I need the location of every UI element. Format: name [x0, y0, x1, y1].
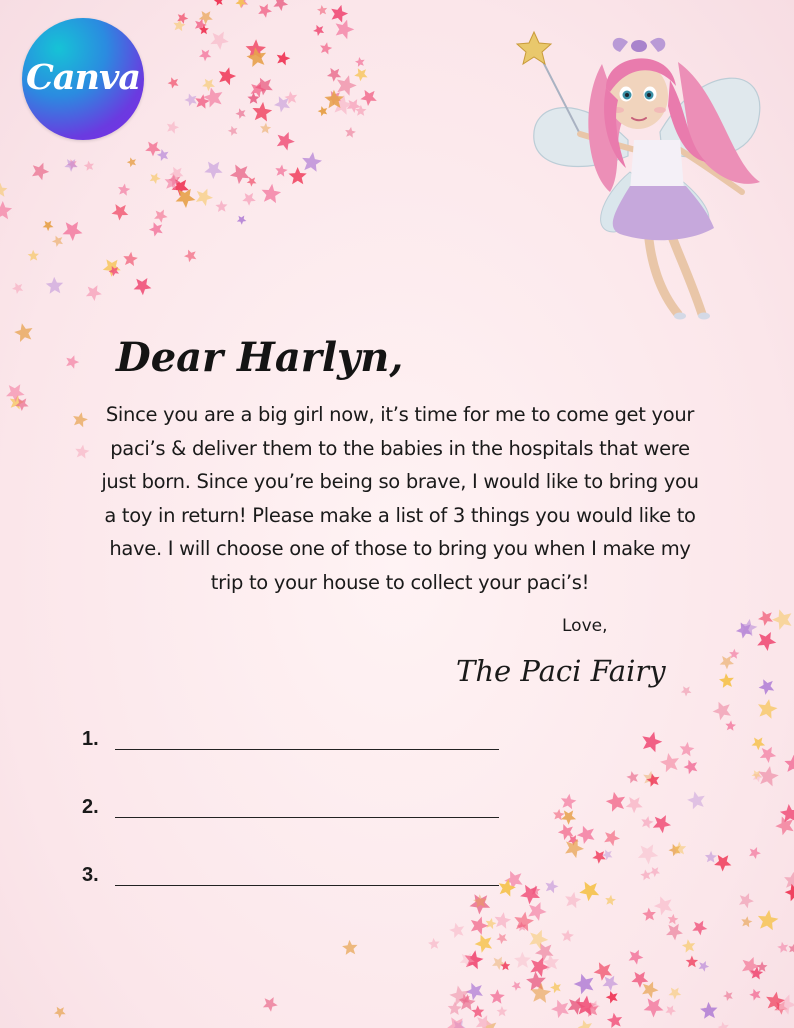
- letter-signature: The Paci Fairy: [456, 654, 666, 688]
- letter-body-line: a toy in return! Please make a list of 3 things you would like to: [104, 503, 696, 527]
- star-confetti-icon: [46, 277, 63, 294]
- canva-logo-text: Canva: [26, 56, 140, 98]
- star-confetti-icon: [739, 893, 754, 908]
- star-confetti-icon: [720, 656, 734, 670]
- wishlist-number: 2.: [82, 796, 99, 818]
- star-confetti-icon: [337, 75, 357, 96]
- star-confetti-icon: [682, 939, 695, 952]
- star-confetti-icon: [514, 952, 531, 968]
- star-confetti-icon: [757, 961, 768, 971]
- star-confetti-icon: [650, 867, 660, 877]
- star-confetti-icon: [150, 173, 161, 184]
- star-confetti-icon: [127, 157, 136, 167]
- star-confetti-icon: [317, 5, 327, 15]
- star-confetti-icon: [692, 921, 707, 936]
- star-confetti-icon: [577, 826, 595, 844]
- star-confetti-icon: [551, 1000, 569, 1018]
- star-confetti-icon: [592, 850, 606, 863]
- star-confetti-icon: [235, 108, 245, 119]
- star-confetti-icon: [260, 123, 271, 134]
- star-confetti-icon: [302, 152, 322, 172]
- star-confetti-icon: [199, 50, 211, 62]
- star-confetti-icon: [760, 747, 776, 763]
- star-confetti-icon: [660, 753, 679, 772]
- star-confetti-icon: [718, 1022, 729, 1028]
- star-confetti-icon: [668, 914, 679, 925]
- star-confetti-icon: [247, 47, 267, 67]
- star-confetti-icon: [681, 686, 692, 696]
- fairy-illustration: [510, 22, 770, 322]
- star-confetti-icon: [342, 940, 357, 955]
- star-confetti-icon: [258, 4, 272, 18]
- star-confetti-icon: [475, 935, 493, 953]
- star-confetti-icon: [0, 183, 7, 197]
- star-confetti-icon: [606, 991, 618, 1004]
- star-confetti-icon: [184, 250, 196, 263]
- star-confetti-icon: [680, 742, 695, 757]
- star-confetti-icon: [247, 177, 257, 187]
- wishlist-blank-line[interactable]: [115, 749, 499, 750]
- star-confetti-icon: [666, 924, 683, 941]
- star-confetti-icon: [123, 252, 138, 266]
- star-confetti-icon: [43, 221, 54, 231]
- letter-closing: Love,: [562, 616, 608, 636]
- canva-logo-icon[interactable]: [22, 18, 144, 140]
- star-confetti-icon: [6, 384, 25, 402]
- star-confetti-icon: [626, 797, 643, 813]
- star-confetti-icon: [66, 355, 79, 369]
- star-confetti-icon: [275, 165, 287, 177]
- star-confetti-icon: [666, 1005, 677, 1016]
- star-confetti-icon: [784, 755, 794, 773]
- star-confetti-icon: [713, 702, 731, 721]
- star-confetti-icon: [759, 679, 775, 695]
- star-confetti-icon: [777, 942, 788, 953]
- star-confetti-icon: [277, 52, 291, 66]
- star-confetti-icon: [687, 791, 705, 809]
- wishlist-blank-line[interactable]: [115, 885, 499, 886]
- star-confetti-icon: [757, 632, 776, 651]
- star-confetti-icon: [54, 1007, 66, 1018]
- star-confetti-icon: [642, 908, 656, 921]
- star-confetti-icon: [63, 222, 83, 241]
- star-confetti-icon: [641, 816, 653, 828]
- star-confetti-icon: [28, 250, 39, 261]
- star-confetti-icon: [699, 961, 710, 972]
- star-confetti-icon: [644, 998, 664, 1017]
- star-confetti-icon: [490, 989, 505, 1004]
- star-confetti-icon: [686, 956, 698, 968]
- star-confetti-icon: [215, 200, 227, 212]
- star-confetti-icon: [714, 855, 731, 872]
- star-confetti-icon: [719, 673, 734, 688]
- star-confetti-icon: [103, 259, 121, 276]
- star-confetti-icon: [758, 699, 778, 719]
- star-confetti-icon: [154, 210, 168, 223]
- star-confetti-icon: [336, 20, 355, 40]
- star-confetti-icon: [86, 285, 102, 301]
- letter-body-line: Since you are a big girl now, it’s time for me to come get your: [105, 403, 695, 426]
- star-confetti-icon: [228, 126, 238, 136]
- star-confetti-icon: [320, 42, 332, 54]
- star-confetti-icon: [607, 1013, 622, 1028]
- star-confetti-icon: [529, 930, 548, 950]
- star-confetti-icon: [561, 794, 577, 810]
- letter-body-line: paci’s & deliver them to the babies in the hospitals that were: [110, 436, 690, 460]
- star-confetti-icon: [642, 982, 658, 999]
- star-confetti-icon: [252, 102, 272, 122]
- star-confetti-icon: [496, 933, 507, 944]
- star-confetti-icon: [759, 766, 779, 786]
- star-confetti-icon: [642, 732, 662, 753]
- star-confetti-icon: [203, 88, 222, 108]
- star-confetti-icon: [0, 201, 12, 219]
- star-confetti-icon: [640, 870, 651, 881]
- star-confetti-icon: [263, 997, 278, 1012]
- star-confetti-icon: [605, 895, 616, 906]
- star-confetti-icon: [530, 957, 550, 977]
- star-confetti-icon: [134, 278, 152, 295]
- star-confetti-icon: [561, 930, 574, 942]
- star-confetti-icon: [653, 815, 671, 833]
- star-confetti-icon: [497, 1006, 508, 1016]
- wishlist-blank-line[interactable]: [115, 817, 499, 818]
- star-confetti-icon: [118, 184, 130, 196]
- star-confetti-icon: [273, 0, 288, 11]
- star-confetti-icon: [785, 884, 794, 902]
- star-confetti-icon: [14, 323, 32, 342]
- star-confetti-icon: [775, 816, 793, 835]
- wishlist-item: [82, 796, 512, 864]
- wishlist-number: 1.: [82, 728, 99, 750]
- wishlist-item: [82, 864, 512, 932]
- letter-greeting: Dear Harlyn,: [116, 334, 404, 381]
- star-confetti-icon: [167, 121, 179, 134]
- star-confetti-icon: [758, 611, 773, 626]
- star-confetti-icon: [604, 830, 620, 846]
- star-confetti-icon: [289, 167, 307, 184]
- star-confetti-icon: [471, 1005, 484, 1017]
- star-confetti-icon: [741, 916, 752, 927]
- wishlist-number: 3.: [82, 864, 99, 886]
- star-confetti-icon: [626, 771, 638, 783]
- star-confetti-icon: [574, 974, 594, 995]
- star-confetti-icon: [277, 132, 295, 151]
- star-confetti-icon: [230, 165, 250, 185]
- star-confetti-icon: [242, 193, 256, 206]
- star-confetti-icon: [184, 94, 196, 107]
- star-confetti-icon: [550, 982, 561, 993]
- star-confetti-icon: [219, 67, 236, 85]
- star-confetti-icon: [331, 5, 348, 23]
- star-confetti-icon: [638, 844, 658, 864]
- star-confetti-icon: [262, 184, 282, 203]
- star-confetti-icon: [210, 32, 228, 50]
- star-confetti-icon: [318, 106, 328, 116]
- star-confetti-icon: [654, 896, 672, 915]
- star-confetti-icon: [700, 1002, 717, 1019]
- star-confetti-icon: [204, 162, 222, 180]
- star-confetti-icon: [313, 25, 324, 36]
- star-confetti-icon: [214, 0, 224, 6]
- letter-body-line: trip to your house to collect your paci’s!: [210, 570, 590, 594]
- wishlist-item: [82, 728, 512, 796]
- star-confetti-icon: [237, 216, 247, 225]
- star-confetti-icon: [84, 161, 94, 171]
- star-confetti-icon: [579, 882, 599, 902]
- star-confetti-icon: [629, 950, 644, 965]
- star-confetti-icon: [578, 1020, 592, 1028]
- star-confetti-icon: [603, 976, 619, 991]
- star-confetti-icon: [565, 892, 581, 908]
- star-confetti-icon: [606, 792, 625, 812]
- letter-body-line: have. I will choose one of those to bring you when I make my: [109, 537, 691, 560]
- star-confetti-icon: [52, 236, 63, 247]
- letter-body: [80, 398, 720, 599]
- star-confetti-icon: [528, 902, 546, 921]
- star-confetti-icon: [360, 90, 376, 106]
- star-confetti-icon: [561, 810, 576, 824]
- star-confetti-icon: [594, 962, 613, 980]
- star-confetti-icon: [112, 204, 129, 220]
- star-confetti-icon: [168, 77, 179, 88]
- star-confetti-icon: [327, 68, 341, 82]
- star-confetti-icon: [749, 989, 760, 1001]
- star-confetti-icon: [545, 880, 558, 894]
- star-confetti-icon: [723, 991, 733, 1001]
- star-confetti-icon: [684, 760, 698, 774]
- star-confetti-icon: [428, 938, 440, 949]
- star-confetti-icon: [520, 885, 540, 905]
- star-confetti-icon: [772, 609, 792, 630]
- star-confetti-icon: [355, 57, 365, 67]
- star-confetti-icon: [202, 79, 215, 91]
- star-confetti-icon: [345, 127, 356, 138]
- star-confetti-icon: [749, 847, 761, 859]
- star-confetti-icon: [752, 737, 766, 750]
- star-confetti-icon: [705, 851, 717, 863]
- star-confetti-icon: [789, 944, 794, 954]
- star-confetti-icon: [512, 981, 522, 991]
- letter-body-line: just born. Since you’re being so brave, I would like to bring you: [101, 470, 699, 493]
- star-confetti-icon: [149, 222, 163, 236]
- star-confetti-icon: [669, 988, 682, 1000]
- star-confetti-icon: [145, 142, 161, 157]
- star-confetti-icon: [12, 283, 23, 294]
- star-confetti-icon: [758, 910, 779, 930]
- star-confetti-icon: [354, 68, 367, 81]
- star-confetti-icon: [448, 1001, 462, 1015]
- star-confetti-icon: [725, 720, 736, 730]
- star-confetti-icon: [196, 189, 213, 207]
- wishlist: [82, 728, 512, 932]
- star-confetti-icon: [32, 163, 49, 181]
